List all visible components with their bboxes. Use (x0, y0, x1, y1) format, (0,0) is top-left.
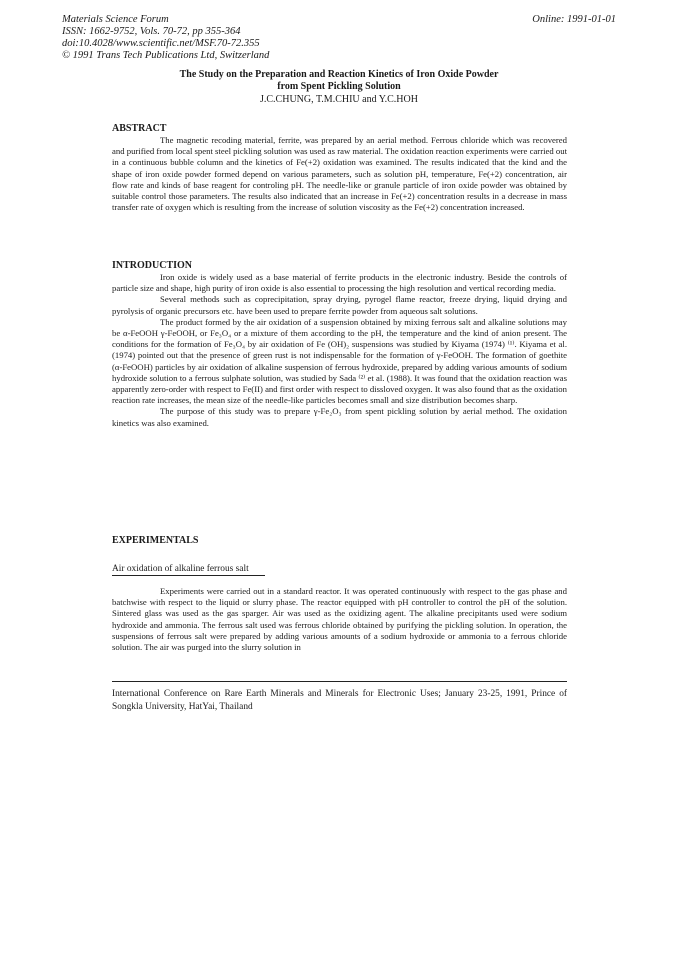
abstract-heading: ABSTRACT (112, 123, 167, 134)
abstract-text: The magnetic recoding material, ferrite, was prepared by an aerial method. Ferrous chloride which was recovered and purified from local spent steel pickling solution was used as raw material. The oxidation reaction experiments were carried out in a continuous bubble column and the kinetics of Fe(+2) oxidation was examined. The results indicated that the kind and the shape of iron oxide powder formed depend on various parameters, such as solution pH, temperature, Fe(+2) concentration, air flow rate and kinds of base reagent for controling pH. The needle-like or granule particle of iron oxide powder was obtained by suitable control those parameters. The results also indicated that an increase in Fe(+2) concentration results in a decrease in mass transfer rate of oxygen which is resulting from the increase of solution viscosity as the Fe(+2) concentration increased. (112, 135, 567, 213)
intro-paragraph-3: The product formed by the air oxidation of a suspension obtained by mixing ferrous salt and alkaline solutions may be α-FeOOH γ-FeOOH, or Fe₃O₄ or a mixture of them according to the pH, the temperature and the kind of anion present. The conditions for the formation of Fe₃O₄ by air oxidation of Fe (OH)₂ suspensions was studied by Kiyama (1974) ⁽¹⁾. Kiyama et al.(1974) pointed out that the presence of green rust is not indispensable for the formation of γ-FeOOH. The formation of goethite (α-FeOOH) particles by air oxidation of alkaline suspension of ferrous hydroxide, prepared by adding various amounts of sodium hydroxide solution to a ferrous sulphate solution, was studied by Sada ⁽²⁾ et al. (1988). It was found that the oxidation reaction was apparently zero-order with respect to Fe(II) and first order with respect to dissloved oxygen. It was also found that as the oxidation reaction rate increases, the mean size of the needle-like particles becomes small and size distribution becomes sharp. (112, 316, 567, 406)
journal-name: Materials Science Forum (62, 14, 169, 25)
copyright-line: © 1991 Trans Tech Publications Ltd, Switzerland (62, 50, 270, 61)
paper-title-line-1: The Study on the Preparation and Reaction Kinetics of Iron Oxide Powder (179, 69, 499, 80)
paper-title-line-2: from Spent Pickling Solution (277, 81, 401, 92)
title-block (0, 69, 678, 106)
experimentals-subheading: Air oxidation of alkaline ferrous salt (112, 563, 265, 576)
online-date: Online: 1991-01-01 (532, 14, 616, 25)
intro-paragraph-1: Iron oxide is widely used as a base material of ferrite products in the electronic industry. Beside the controls of particle size and shape, high purity of iron oxide is also essential to processing the high resolution and vertical recording media. (112, 272, 567, 294)
experimentals-paragraph-1: Experiments were carried out in a standard reactor. It was operated continuously with respect to the gas phase and batchwise with respect to the liquid or slurry phase. The reactor equipped with pH controller to control the pH of the solution. Sintered glass was used as the gas sparger. Air was used as the oxidizing agent. The alkaline precipitants used were sodium hydroxide and ammonia. The ferrous salt used was ferrous chloride obtained by purifying the pickling solution. In operation, the suspensions of ferrous salt were prepared by adding various amounts of a sodium hydroxide or ammonia to a ferrous chloride solution. The air was purged into the slurry solution in (112, 586, 567, 653)
issn-line: ISSN: 1662-9752, Vols. 70-72, pp 355-364 (62, 26, 241, 37)
introduction-heading: INTRODUCTION (112, 260, 193, 271)
doi-line[interactable]: doi:10.4028/www.scientific.net/MSF.70-72.355 (62, 38, 260, 49)
footnote-divider (112, 681, 567, 682)
abstract-section (112, 122, 567, 213)
conference-footnote: International Conference on Rare Earth Minerals and Minerals for Electronic Uses; January 23-25, 1991, Prince of Songkla University, HatYai, Thailand (112, 689, 567, 712)
publication-info (62, 14, 269, 62)
introduction-section (112, 259, 567, 429)
intro-paragraph-2: Several methods such as coprecipitation, spray drying, pyrogel flame reactor, freeze drying, liquid drying and pyrolysis of organic precursors etc. have been used to prepare ferrite powder from aqueous salt solutions. (112, 294, 567, 316)
intro-paragraph-4: The purpose of this study was to prepare γ-Fe₂O₃ from spent pickling solution by aerial method. The oxidation kinetics was also examined. (112, 406, 567, 428)
paper-authors: J.C.CHUNG, T.M.CHIU and Y.C.HOH (260, 94, 418, 105)
experimentals-section (112, 534, 567, 653)
experimentals-heading: EXPERIMENTALS (112, 535, 199, 546)
